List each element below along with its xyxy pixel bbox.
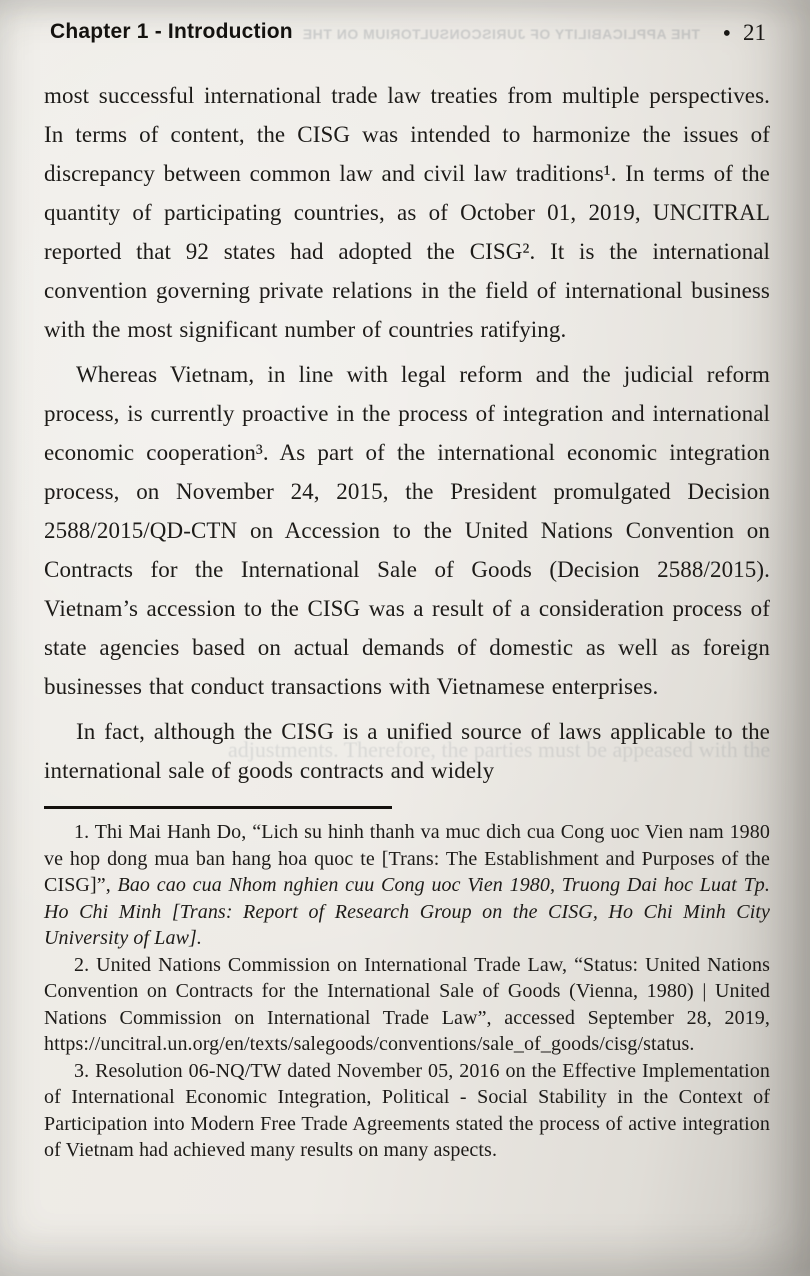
footnote-3-text: 3. Resolution 06-NQ/TW dated November 05, 2016 on the Effective Implementation of International Economic Integration, Political - Social Stability in the Context of Participation into Modern Free Trade Agreements stated the process of active integration of Vietnam had achieved many results on many aspects. <box>44 1059 770 1161</box>
body-paragraph-2: Whereas Vietnam, in line with legal reform and the judicial reform process, is currently proactive in the process of integration and international economic cooperation³. As part of the international economic integration process, on November 24, 2015, the President promulgated Decision 2588/2015/QD-CTN on Accession to the United Nations Convention on Contracts for the International Sale of Goods (Decision 2588/2015). Vietnam’s accession to the CISG was a result of a consideration process of state agencies based on actual demands of domestic as well as foreign businesses that conduct transactions with Vietnamese enterprises. <box>44 362 770 699</box>
footnote-1-italic-text: Bao cao cua Nhom nghien cuu Cong uoc Vien 1980, Truong Dai hoc Luat Tp. Ho Chi Minh [Trans: Report of Research Group on the CISG, Ho Chi Minh City University of Law]. <box>44 874 771 949</box>
footnotes <box>0 819 810 1164</box>
bleedthrough-text: THE APPLICABILITY OF JURISCONSULTORIUM ON THE <box>302 26 700 42</box>
bleedthrough-ghost-line: adjustments. Therefore, the parties must be appeased with the <box>228 737 771 762</box>
page-header <box>0 0 810 62</box>
body-paragraph-1: most successful international trade law treaties from multiple perspectives. In terms of content, the CISG was intended to harmonize the issues of discrepancy between common law and civil law traditions¹. In terms of the quantity of participating countries, as of October 01, 2019, UNCITRAL reported that 92 states had adopted the CISG². It is the international convention governing private relations in the field of international business with the most significant number of countries ratifying. <box>44 83 770 342</box>
page-number-text: 21 <box>743 20 766 45</box>
page-number <box>723 20 766 46</box>
footnote-2 <box>44 952 770 1058</box>
body-paragraph-3: In fact, although the CISG is a unified source of laws applicable to the international sale of goods contracts and widely <box>44 719 770 783</box>
page-number-bullet-icon: • <box>722 21 731 47</box>
chapter-running-head: Chapter 1 - Introduction <box>50 20 293 43</box>
footnote-1 <box>44 819 770 952</box>
footnote-1-text: 1. Thi Mai Hanh Do, “Lich su hinh thanh va muc dich cua Cong uoc Vien nam 1980 ve hop dong mua ban hang hoa quoc te [Trans: The Establishment and Purposes of the CISG]”, <box>44 821 770 896</box>
body-text <box>0 62 810 790</box>
footnote-separator-rule <box>44 806 392 809</box>
footnote-3 <box>44 1058 770 1164</box>
footnote-2-text: 2. United Nations Commission on International Trade Law, “Status: United Nations Convention on Contracts for the International Sale of Goods (Vienna, 1980) | United Nations Commission on International Trade Law”, accessed September 28, 2019, https://uncitral.un.org/en/texts/salegoods/conventions/sale_of_goods/cisg/status. <box>44 953 770 1055</box>
